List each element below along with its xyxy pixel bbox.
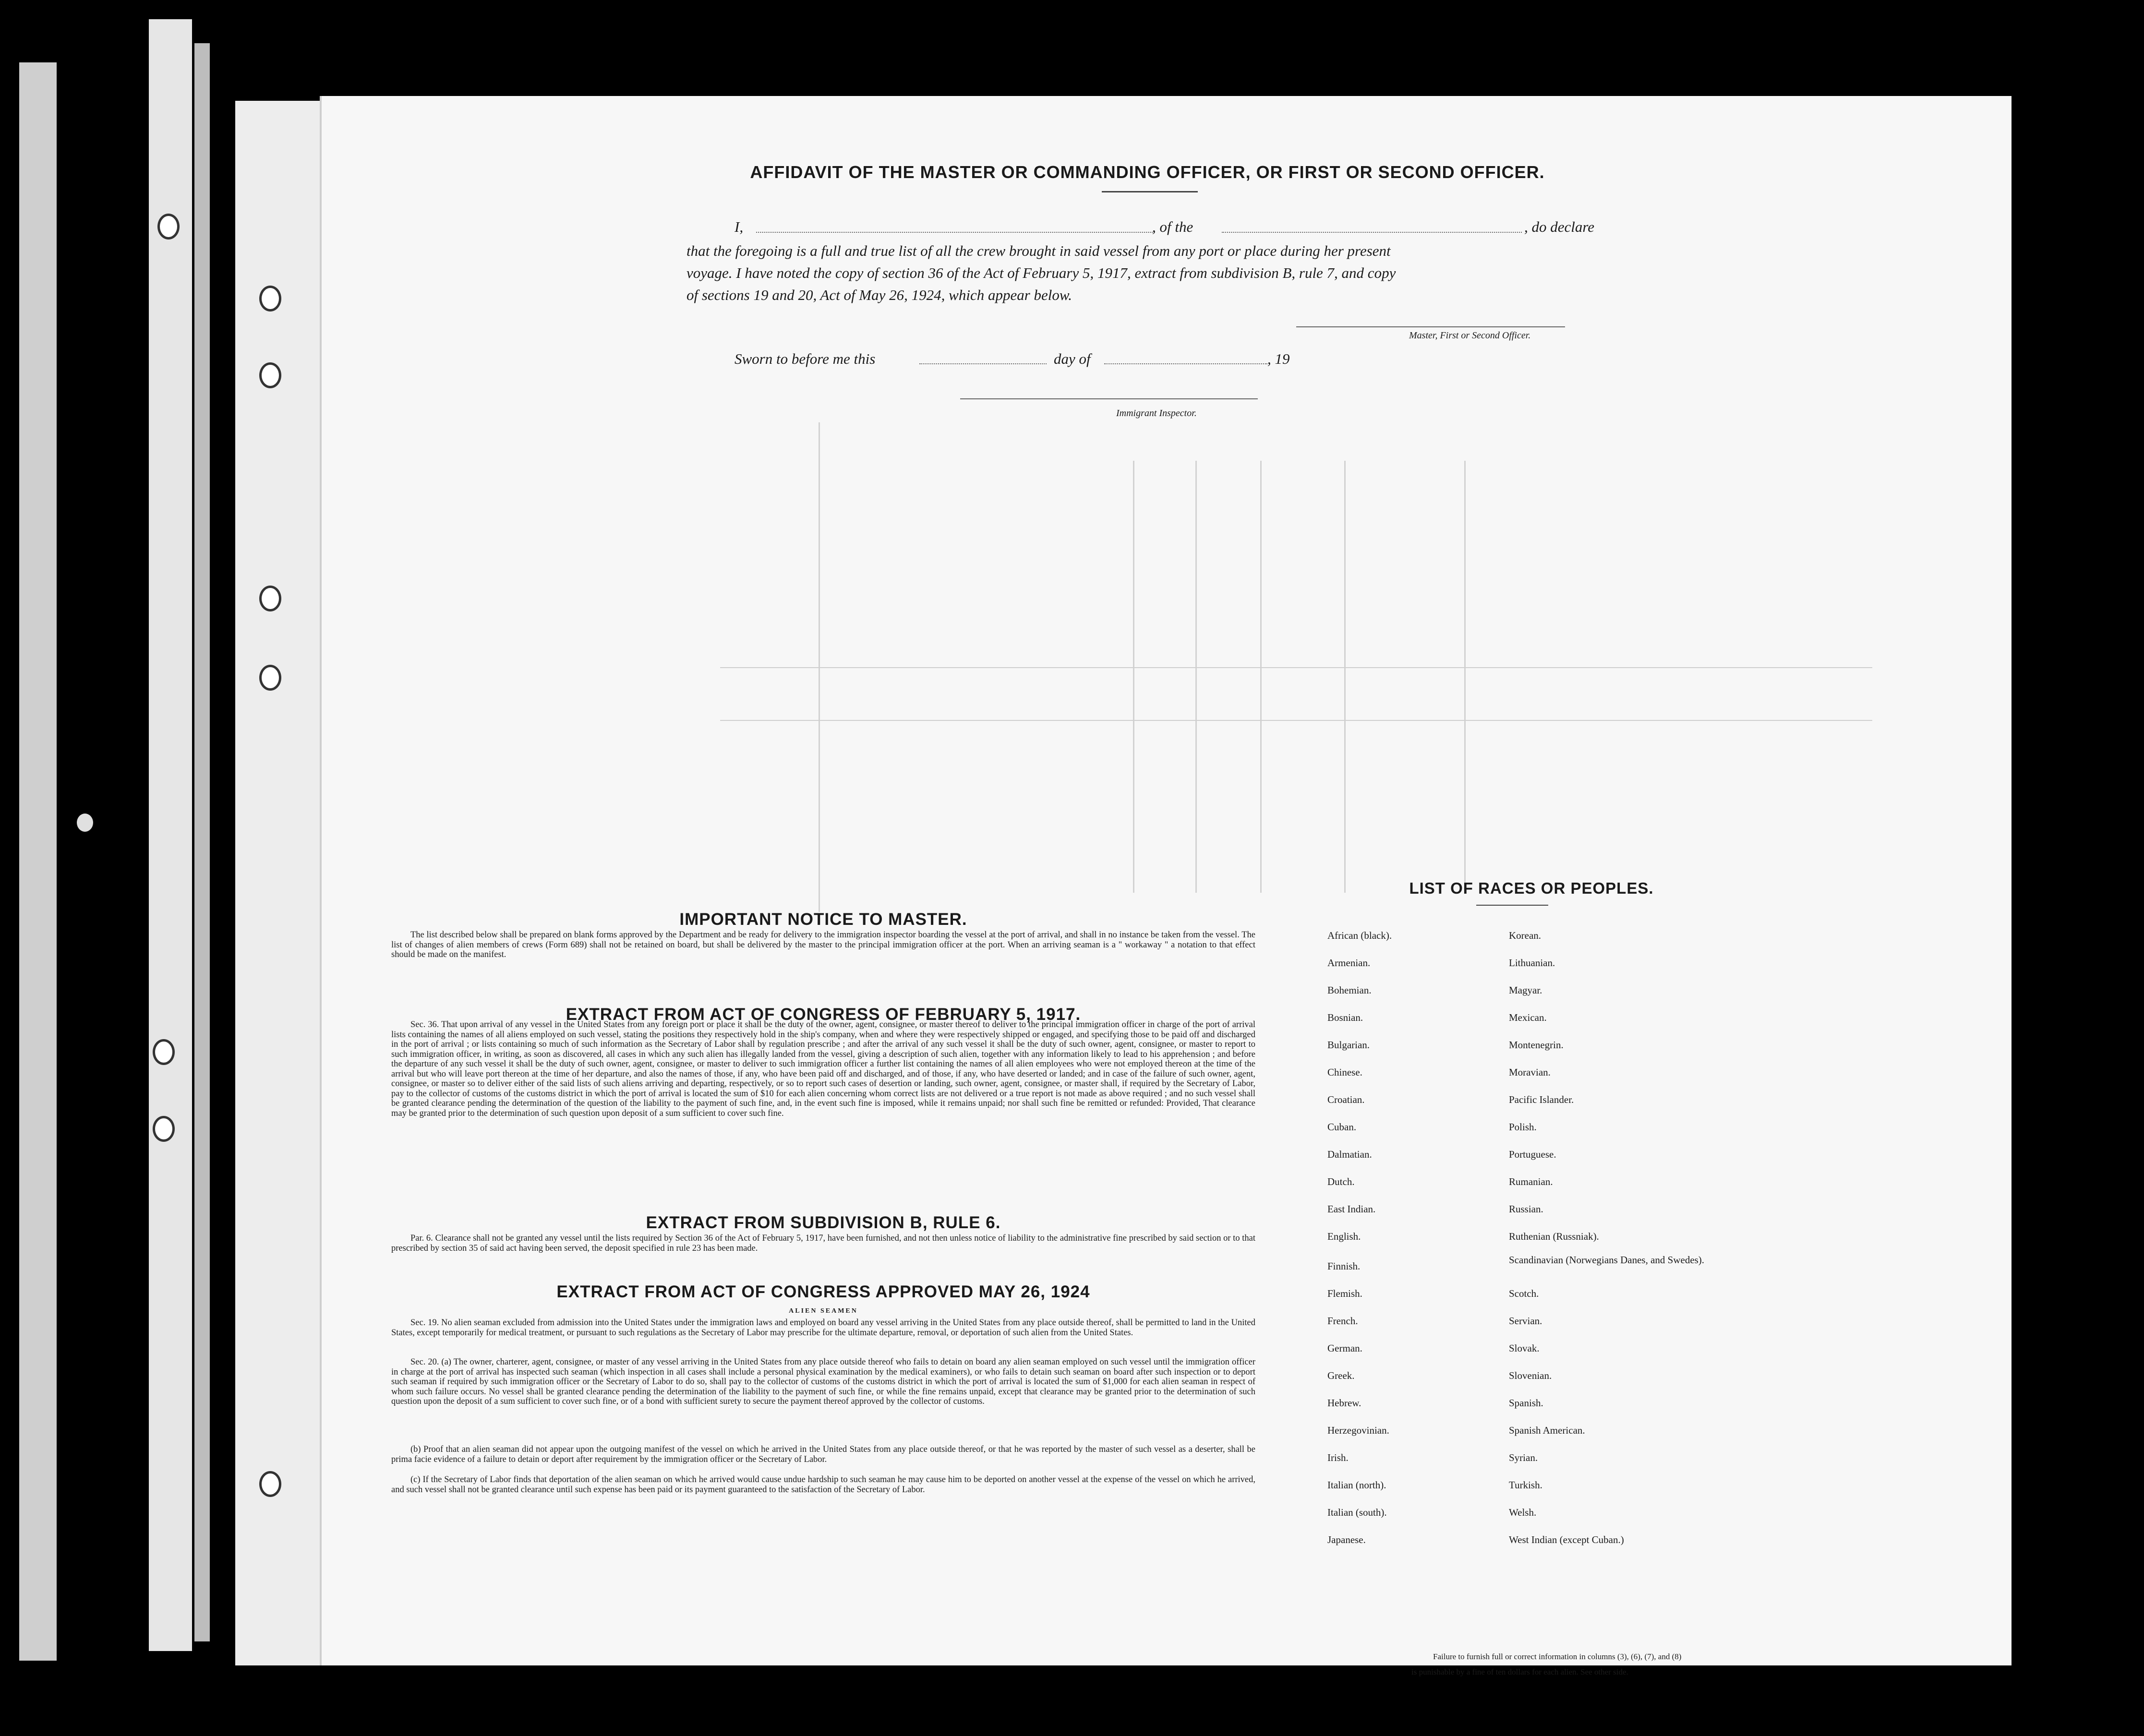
race-item: Croatian. — [1327, 1094, 1365, 1105]
act-1924-sec20b: (b) Proof that an alien seaman did not appear upon the outgoing manifest of the vessel on which he arrived in the United States from any place outside thereof, or that he was reported by the master of such vessel as a deserter, shall be prima facie evidence of a failure to detain or deport after requirement by the immigration officer or the Secretary of Labor. — [391, 1445, 1255, 1464]
inspector-signature-field[interactable] — [960, 398, 1258, 399]
affidavit-do-declare: , do declare — [1524, 218, 1595, 235]
race-item: Dalmatian. — [1327, 1149, 1372, 1160]
race-item: Dutch. — [1327, 1176, 1355, 1187]
sworn-day-field[interactable] — [919, 363, 1047, 364]
race-item: Scandinavian (Norwegians Danes, and Swedes). — [1509, 1254, 1705, 1266]
sworn-month-field[interactable] — [1104, 363, 1267, 364]
affidavit-title: AFFIDAVIT OF THE MASTER OR COMMANDING OFFICER, OR FIRST OR SECOND OFFICER. — [750, 162, 1545, 182]
race-item: East Indian. — [1327, 1203, 1376, 1215]
affidavit-line-3: voyage. I have noted the copy of section 36 of the Act of February 5, 1917, extract from subdivision B, rule 7, and copy — [687, 264, 1396, 281]
binder-ring-icon — [259, 362, 281, 388]
race-item: Turkish. — [1509, 1479, 1542, 1491]
title-rule — [1102, 191, 1198, 192]
act-1924-sec19: Sec. 19. No alien seaman excluded from admission into the United States under the immigration laws and employed on board any vessel arriving in the United States from any place outside thereof, shall be permitted to land in the United States, except temporarily for medical treatment, or pursuant to such regulations as the Secretary of Labor may prescribe for the ultimate departure, removal, or deportation of such alien from the United States. — [391, 1318, 1255, 1338]
inspector-label: Immigrant Inspector. — [1116, 408, 1197, 419]
footnote-line-2: is punishable by a fine of ten dollars for each alien. See other side. — [1411, 1667, 1628, 1676]
page-edge-strip — [149, 19, 192, 1651]
act-1924-subtitle: ALIEN SEAMEN — [789, 1307, 858, 1315]
race-item: Mexican. — [1509, 1012, 1547, 1023]
race-item: Russian. — [1509, 1203, 1543, 1215]
affidavit-i: I, — [735, 218, 744, 235]
binder-ring-icon — [259, 1471, 281, 1497]
race-item: Herzegovinian. — [1327, 1425, 1389, 1436]
act-1924-sec20c: (c) If the Secretary of Labor finds that deportation of the alien seaman on which he arrived would cause undue hardship to such seaman he may cause him to be deported on another vessel at the expense of the vessel on which he arrived, and such vessel shall not be granted clearance until such expense has been paid or its payment guaranteed to the satisfaction of the Secretary of Labor. — [391, 1475, 1255, 1495]
subdivision-text: Par. 6. Clearance shall not be granted any vessel until the lists required by Section 36 of the Act of February 5, 1917, have been furnished, and not then unless notice of liability to the administrative fine prescribed by said section or to that prescribed by section 35 of said act having been served, the deposit specified in rule 23 has been made. — [391, 1233, 1255, 1253]
race-item: Cuban. — [1327, 1121, 1357, 1133]
vessel-name-field[interactable] — [1222, 232, 1522, 233]
bleed-through-rule — [1344, 461, 1346, 893]
race-item: Bulgarian. — [1327, 1039, 1370, 1051]
bleed-through-rule — [720, 667, 1872, 668]
affidavit-line-4: of sections 19 and 20, Act of May 26, 1924, which appear below. — [687, 287, 1072, 303]
race-item: English. — [1327, 1231, 1361, 1242]
manifest-sheet — [322, 96, 2012, 1665]
race-item: Armenian. — [1327, 957, 1371, 969]
affidavit-of-the: , of the — [1152, 218, 1193, 235]
race-item: Servian. — [1509, 1315, 1542, 1327]
sworn-day-of: day of — [1054, 350, 1091, 367]
bleed-through-rule — [1195, 461, 1197, 893]
race-item: Irish. — [1327, 1452, 1349, 1463]
race-item: Slovenian. — [1509, 1370, 1552, 1381]
affidavit-line-2: that the foregoing is a full and true list of all the crew brought in said vessel from any port or place during her present — [687, 242, 1391, 259]
race-item: Lithuanian. — [1509, 957, 1555, 969]
race-item: Montenegrin. — [1509, 1039, 1564, 1051]
bleed-through-rule — [1133, 461, 1134, 893]
binder-ring-icon — [259, 286, 281, 311]
bleed-through-rule — [1464, 461, 1466, 893]
race-item: Slovak. — [1509, 1342, 1540, 1354]
binder-ring-icon — [153, 1039, 175, 1065]
race-item: Bosnian. — [1327, 1012, 1363, 1023]
master-name-field[interactable] — [756, 232, 1155, 233]
race-item: Hebrew. — [1327, 1397, 1361, 1409]
race-item: German. — [1327, 1342, 1362, 1354]
act-1924-sec20a: Sec. 20. (a) The owner, charterer, agent, consignee, or master of any vessel arriving in the United States from any place outside thereof who fails to detain on board any alien seaman employed on such vessel until the immigration officer in charge at the port of arrival has inspected such seaman (which inspection in all cases shall include a personal physical examination by the medical examiners), or who fails to detain such seaman on board after such inspection or to deport such seaman if required by such immigration officer or the Secretary of Labor to do so, shall pay to the collector of customs of the customs district in which the port of arrival is located the sum of $1,000 for each alien seaman in respect of whom such failure occurs. No vessel shall be granted clearance pending the determination of the liability to the payment of such fine, or while the fine remains unpaid, except that clearance may be granted prior to the determination of such question upon the deposit of a sum sufficient to cover such fine, or of a bond with sufficient surety to secure the payment thereof approved by the collector of customs. — [391, 1357, 1255, 1406]
race-item: Syrian. — [1509, 1452, 1538, 1463]
act-1917-title: EXTRACT FROM ACT OF CONGRESS OF FEBRUARY 5, 1917. — [566, 1005, 1081, 1024]
race-item: African (black). — [1327, 930, 1392, 941]
master-signature-field[interactable] — [1296, 326, 1565, 327]
race-item: Bohemian. — [1327, 984, 1372, 996]
race-item: Magyar. — [1509, 984, 1542, 996]
race-item: West Indian (except Cuban.) — [1509, 1534, 1624, 1545]
sworn-prefix: Sworn to before me this — [735, 350, 876, 367]
race-item: Korean. — [1509, 930, 1542, 941]
race-item: Finnish. — [1327, 1260, 1361, 1272]
race-item: Greek. — [1327, 1370, 1355, 1381]
race-item: Flemish. — [1327, 1288, 1362, 1299]
footnote-line-1: Failure to furnish full or correct information in columns (3), (6), (7), and (8) — [1433, 1652, 1682, 1661]
race-item: Pacific Islander. — [1509, 1094, 1574, 1105]
notice-text: The list described below shall be prepared on blank forms approved by the Department and be ready for delivery to the immigration inspector boarding the vessel at the port of arrival, and shall in no instance be taken from the vessel. The list of changes of alien members of crews (Form 689) shall not be retained on board, but shall be delivered by the master to the principal immigration officer at the port. When an arriving seaman is a " workaway " a notation to that effect should be made on the manifest. — [391, 930, 1255, 959]
race-item: Moravian. — [1509, 1066, 1551, 1078]
master-signature-label: Master, First or Second Officer. — [1409, 330, 1531, 341]
binder-edge-strip — [19, 62, 57, 1661]
race-item: French. — [1327, 1315, 1358, 1327]
races-title: LIST OF RACES OR PEOPLES. — [1409, 879, 1654, 897]
race-item: Ruthenian (Russniak). — [1509, 1231, 1599, 1242]
race-item: Portuguese. — [1509, 1149, 1556, 1160]
act-1917-text: Sec. 36. That upon arrival of any vessel in the United States from any foreign port or place it shall be the duty of the owner, agent, consignee, or master thereof to deliver to the principal immigration officer in charge of the port of arrival lists containing the names of all aliens employed on such vessel, stating the positions they respectively hold in the ship's company, when and where they were respectively shipped or engaged, and specifying those to be paid off and discharged in the port of arrival ; or lists containing so much of such information as the Secretary of Labor shall by regulation prescribe ; and after the arrival of any such vessel it shall be the duty of such owner, agent, consignee, or master to report to such immigration officer, in writing, as soon as discovered, all cases in which any such alien has illegally landed from the vessel, giving a description of such alien, together with any information likely to lead to his apprehension ; and before the departure of any such vessel it shall be the duty of such owner, agent, consignee, or master to deliver to such immigration officer a further list containing the names of all alien employees who were not employed thereon at the time of the arrival but who will leave port thereon at the time of her departure, and also the names of those, if any, who have been paid off and discharged, and of those, if any, who have deserted or landed; and in case of the failure of such owner, agent, consignee, or master so to deliver either of the said lists of such aliens arriving and departing, respectively, or so to report such cases of desertion or landing, such owner, agent, consignee, or master shall, if required by the Secretary of Labor, pay to the collector of customs of the customs district in which the port of arrival is located the sum of $10 for each alien concerning whom correct lists are not delivered or a true report is not made as above required ; and no such vessel shall be granted clearance pending the determination of the question of the liability to the payment of such fine, and, in the event such fine is imposed, while it remains unpaid; nor shall such fine be remitted or refunded: Provided, That clearance may be granted prior to the determination of such question upon deposit of a sum sufficient to cover such fine. — [391, 1020, 1255, 1118]
page-edge-shadow — [194, 43, 210, 1641]
race-item: Italian (south). — [1327, 1507, 1387, 1518]
bleed-through-rule — [720, 720, 1872, 721]
binder-ring-icon — [157, 214, 180, 239]
race-item: Italian (north). — [1327, 1479, 1386, 1491]
binder-ring-icon — [259, 665, 281, 691]
race-item: Polish. — [1509, 1121, 1537, 1133]
race-item: Welsh. — [1509, 1507, 1537, 1518]
punch-hole — [77, 814, 93, 832]
race-item: Rumanian. — [1509, 1176, 1553, 1187]
notice-title: IMPORTANT NOTICE TO MASTER. — [679, 910, 967, 929]
bleed-through-rule — [1260, 461, 1262, 893]
race-item: Spanish American. — [1509, 1425, 1585, 1436]
binder-ring-icon — [259, 586, 281, 611]
sworn-year: , 19 — [1267, 350, 1290, 367]
race-item: Spanish. — [1509, 1397, 1543, 1409]
race-item: Japanese. — [1327, 1534, 1366, 1545]
race-item: Chinese. — [1327, 1066, 1362, 1078]
act-1924-title: EXTRACT FROM ACT OF CONGRESS APPROVED MAY 26, 1924 — [556, 1282, 1090, 1301]
races-title-rule — [1476, 905, 1548, 906]
subdivision-title: EXTRACT FROM SUBDIVISION B, RULE 6. — [646, 1213, 1001, 1232]
race-item: Scotch. — [1509, 1288, 1539, 1299]
binder-ring-icon — [153, 1116, 175, 1142]
